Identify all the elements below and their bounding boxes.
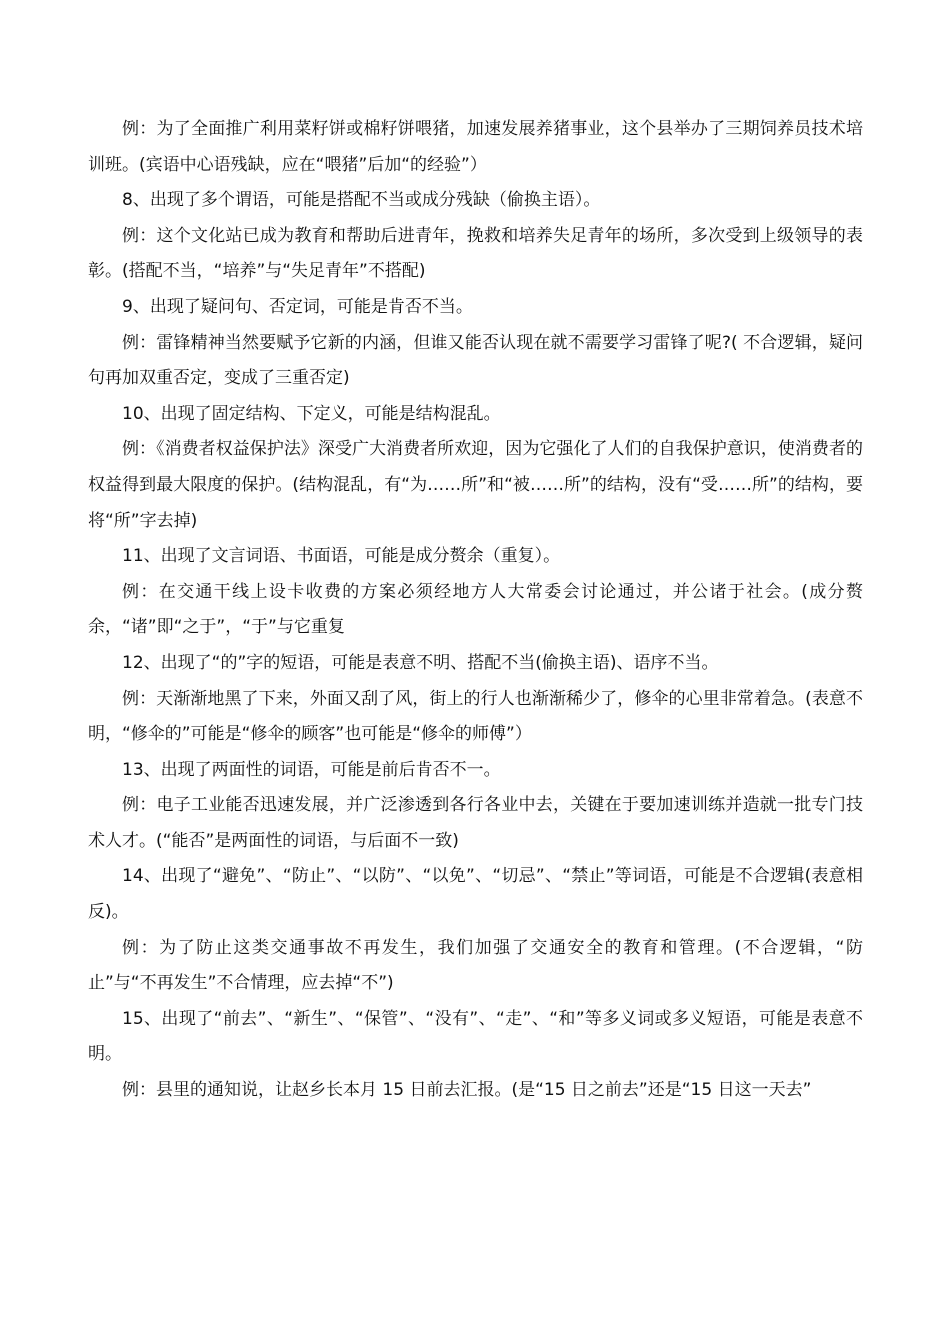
rule-paragraph: 9、出现了疑问句、否定词，可能是肯否不当。 xyxy=(122,296,473,317)
rule-paragraph: 10、出现了固定结构、下定义，可能是结构混乱。 xyxy=(122,403,501,424)
rule-paragraph: 14、出现了“避免”、“防止”、“以防”、“以免”、“切忌”、“禁止”等词语，可能是不合逻辑(表意相反)。 xyxy=(88,866,863,923)
example-paragraph: 例：《消费者权益保护法》深受广大消费者所欢迎，因为它强化了人们的自我保护意识，使消费者的权益得到最大限度的保护。(结构混乱，有“为……所”和“被……所”的结构，没有“受……所”的结构，要将“所”字去掉) xyxy=(88,439,863,531)
example-paragraph: 例：雷锋精神当然要赋予它新的内涵，但谁又能否认现在就不需要学习雷锋了呢?( 不合逻辑，疑问句再加双重否定，变成了三重否定) xyxy=(88,332,863,389)
rule-paragraph: 13、出现了两面性的词语，可能是前后肯否不一。 xyxy=(122,759,501,780)
example-paragraph: 例：在交通干线上设卡收费的方案必须经地方人大常委会讨论通过，并公诸于社会。(成分赘余，“诸”即“之于”，“于”与它重复 xyxy=(88,581,863,638)
rule-paragraph: 12、出现了“的”字的短语，可能是表意不明、搭配不当(偷换主语)、语序不当。 xyxy=(122,652,719,673)
example-paragraph: 例：为了防止这类交通事故不再发生，我们加强了交通安全的教育和管理。(不合逻辑，“防止”与“不再发生”不合情理，应去掉“不”) xyxy=(88,937,863,994)
example-paragraph: 例：为了全面推广利用菜籽饼或棉籽饼喂猪，加速发展养猪事业，这个县举办了三期饲养员技术培训班。(宾语中心语残缺，应在“喂猪”后加“的经验”） xyxy=(88,119,863,175)
rule-paragraph: 15、出现了“前去”、“新生”、“保管”、“没有”、“走”、“和”等多义词或多义短语，可能是表意不明。 xyxy=(88,1008,863,1065)
document-body xyxy=(88,112,863,1109)
example-paragraph: 例：电子工业能否迅速发展，并广泛渗透到各行各业中去，关键在于要加速训练并造就一批专门技术人才。(“能否”是两面性的词语，与后面不一致) xyxy=(88,795,863,851)
example-paragraph: 例：县里的通知说，让赵乡长本月 15 日前去汇报。(是“15 日之前去”还是“15 日这一天去” xyxy=(122,1080,812,1101)
example-paragraph: 例：天渐渐地黑了下来，外面又刮了风，街上的行人也渐渐稀少了，修伞的心里非常着急。(表意不明，“修伞的”可能是“修伞的顾客”也可能是“修伞的师傅”） xyxy=(88,688,863,745)
example-paragraph: 例：这个文化站已成为教育和帮助后进青年，挽救和培养失足青年的场所，多次受到上级领导的表彰。(搭配不当，“培养”与“失足青年”不搭配) xyxy=(88,225,863,282)
rule-paragraph: 8、出现了多个谓语，可能是搭配不当或成分残缺（偷换主语）。 xyxy=(122,190,601,211)
rule-paragraph: 11、出现了文言词语、书面语，可能是成分赘余（重复）。 xyxy=(122,546,561,567)
